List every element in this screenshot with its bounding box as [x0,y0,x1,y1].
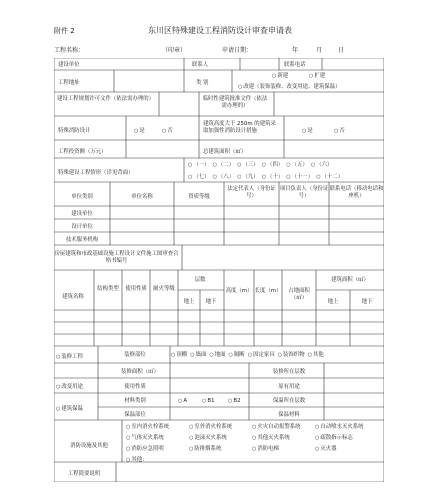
old-use-label: 原有用途 [278,384,300,390]
unit-type-header: 单位类别 [71,194,93,200]
floors-header: 层数 [194,277,206,283]
approval-label: 建设工程规划许可文件（依法需办理的） [57,96,155,102]
fire-facility-option[interactable]: ○ 疏散指示标志 [315,435,378,442]
footprint-header: 占地面积（㎡） [288,288,310,301]
form-title: 东川区特殊建设工程消防设计审查申请表 [148,26,292,35]
bld-name-header: 建筑名称 [62,294,84,300]
decor-part-option-6[interactable]: ○ 其他 [308,352,324,358]
application-form [54,58,384,482]
month-label: 月 [316,47,323,54]
floors-above-header: 地上 [183,299,195,305]
qual-level-header: 资质等级 [188,194,210,200]
fire-facility-option[interactable]: ○ 其他灭火系统 [252,435,315,442]
decor-parts-options [171,352,327,359]
category-label: 类 别 [196,80,209,86]
fire-facility-option[interactable]: ○ 防排烟系统 [189,446,252,453]
insul-mat-label: 保温材料 [278,412,300,418]
build-unit-label: 建设单位 [58,62,80,68]
fire-facilities-label: 消防设施及其他 [70,443,108,449]
total-area-label: 总建筑面积（㎡） [203,149,247,155]
proj-lead-header: 项目负责人（身份证号） [279,186,329,199]
fire-facility-options [126,424,378,468]
project-name-label: 工程名称： [54,47,85,54]
height-note-label: 建筑高度大于 250m 的建筑采取加强性消防设计措施 [203,121,276,134]
fire-facility-option[interactable]: ○ 其他： [126,457,189,464]
floors-below-header: 地下 [205,299,217,305]
decor-part-option-0[interactable]: ○ 顶棚 [171,352,187,358]
type-tech-service: 技术服务机构 [65,237,99,243]
fire-grade-header: 耐火等级 [153,286,175,292]
scale-options-row-2 [188,174,346,181]
fire-facility-row [126,435,378,446]
cat-new-option[interactable]: ○ 新建 [272,73,288,80]
decor-part-option-1[interactable]: ○ 墙面 [190,352,206,358]
fire-facility-option[interactable]: ○ 室内消火栓系统 [126,424,189,431]
fire-facility-row [126,457,378,468]
scale-option-a-3[interactable]: ○ （四） [262,162,284,168]
orig-use-label: 使用性质 [124,384,146,390]
scale-option-b-0[interactable]: ○ （七） [188,174,210,180]
insul-floor-label: 保温所在层数 [272,398,306,404]
temp-label: 临时性建筑批准文件（依法需办理的） [202,96,268,109]
scale-option-a-0[interactable]: ○ （一） [188,162,210,168]
phone-label: 联系电话 [284,62,306,68]
insulation-option[interactable]: ○ 建筑保温 [56,406,83,413]
decor-area-label: 装修面积（㎡） [121,369,159,375]
bld-area-header: 建筑面积（㎡） [331,277,369,283]
contact-label: 联系人 [192,62,209,68]
contact-phone-header: 联系电话（移动电话和座机） [329,186,384,199]
fire-facility-option[interactable]: ○ 自动喷水灭火系统 [315,424,378,431]
insul-material-label: 材料类别 [124,398,146,404]
decor-part-option-4[interactable]: ○ 固定家具 [248,352,275,358]
scale-option-a-1[interactable]: ○ （二） [213,162,235,168]
cat-expand-option[interactable]: ○ 扩建 [309,73,325,80]
day-label: 日 [338,47,345,54]
usage-header: 使用性质 [125,286,147,292]
structure-header: 结构类型 [97,286,119,292]
decor-part-label: 装修部位 [124,352,146,358]
fire-facility-row [126,446,378,457]
height-yes-option[interactable]: ○ 是 [302,128,313,135]
fire-facility-option[interactable]: ○ 泡沫灭火系统 [189,435,252,442]
class-a-option[interactable]: ○ A [178,398,187,405]
fire-facility-option[interactable]: ○ 灭火器 [315,446,378,453]
class-b1-option[interactable]: ○ B1 [202,398,215,405]
scale-option-a-4[interactable]: ○ （五） [286,162,308,168]
scale-option-b-1[interactable]: ○ （八） [213,174,235,180]
fire-facility-option[interactable]: ○ 室外消火栓系统 [189,424,252,431]
special-no-option[interactable]: ○ 否 [162,128,173,135]
scale-label: 特殊建设工程情形（详见背面） [58,170,134,176]
fire-facility-row [126,424,378,435]
year-label: 年 [292,47,299,54]
date-label: 申请日期： [222,47,253,54]
review-doc-label: 房屋建筑和市政基础设施工程设计文件施工图审查合格书编号 [54,251,179,264]
usage-change-option[interactable]: ○ 改变用途 [56,384,83,391]
area-above-header: 地上 [327,299,339,305]
length-header: 长度（m） [254,288,282,294]
decor-part-option-3[interactable]: ○ 隔断 [229,352,245,358]
fire-facility-option[interactable]: ○ 火灾自动报警系统 [252,424,315,431]
scale-option-a-2[interactable]: ○ （三） [237,162,259,168]
type-design-unit: 设计单位 [71,224,93,230]
decor-floor-label: 装修所在层数 [272,369,306,375]
special-fire-label: 特殊消防设计 [58,128,91,134]
area-below-header: 地下 [361,299,373,305]
scale-option-b-4[interactable]: ○ （十一） [286,174,313,180]
class-b2-option[interactable]: ○ B2 [228,398,241,405]
unit-name-header: 单位名称 [131,194,153,200]
type-build-unit: 建设单位 [71,211,93,217]
legal-rep-header: 法定代表人（身份证号） [227,186,276,199]
seal-label: （印章） [162,47,187,54]
fire-facility-option[interactable]: ○ 气体灭火系统 [126,435,189,442]
cat-reform-option[interactable]: ○ 改建（装饰装修、改变用途、建筑保温） [238,84,340,91]
scale-option-a-5[interactable]: ○ （六） [311,162,333,168]
decor-option[interactable]: ○ 装修工程 [56,354,83,361]
scale-option-b-3[interactable]: ○ （十） [262,174,284,180]
scale-options-row-1 [188,162,335,169]
meta-row [54,48,384,57]
insul-part-label: 保温部位 [124,412,146,418]
special-yes-option[interactable]: ○ 是 [134,128,145,135]
invest-label: 工程投资额（万元） [58,149,107,155]
decor-part-option-2[interactable]: ○ 地面 [209,352,225,358]
fire-facility-option[interactable]: ○ 消防应急照明 [126,446,189,453]
scale-option-b-2[interactable]: ○ （九） [237,174,259,180]
height-header: 高度（m） [225,288,253,294]
notes-label: 工程简要说明 [67,471,101,477]
decor-part-option-5[interactable]: ○ 装饰织物 [278,352,305,358]
fire-facility-option[interactable]: ○ 消防电梯 [252,446,315,453]
attachment-label: 附件 2 [54,27,75,35]
scale-option-b-5[interactable]: ○ （十二） [316,174,343,180]
height-no-option[interactable]: ○ 否 [334,128,345,135]
location-label: 工程地址 [58,80,80,86]
